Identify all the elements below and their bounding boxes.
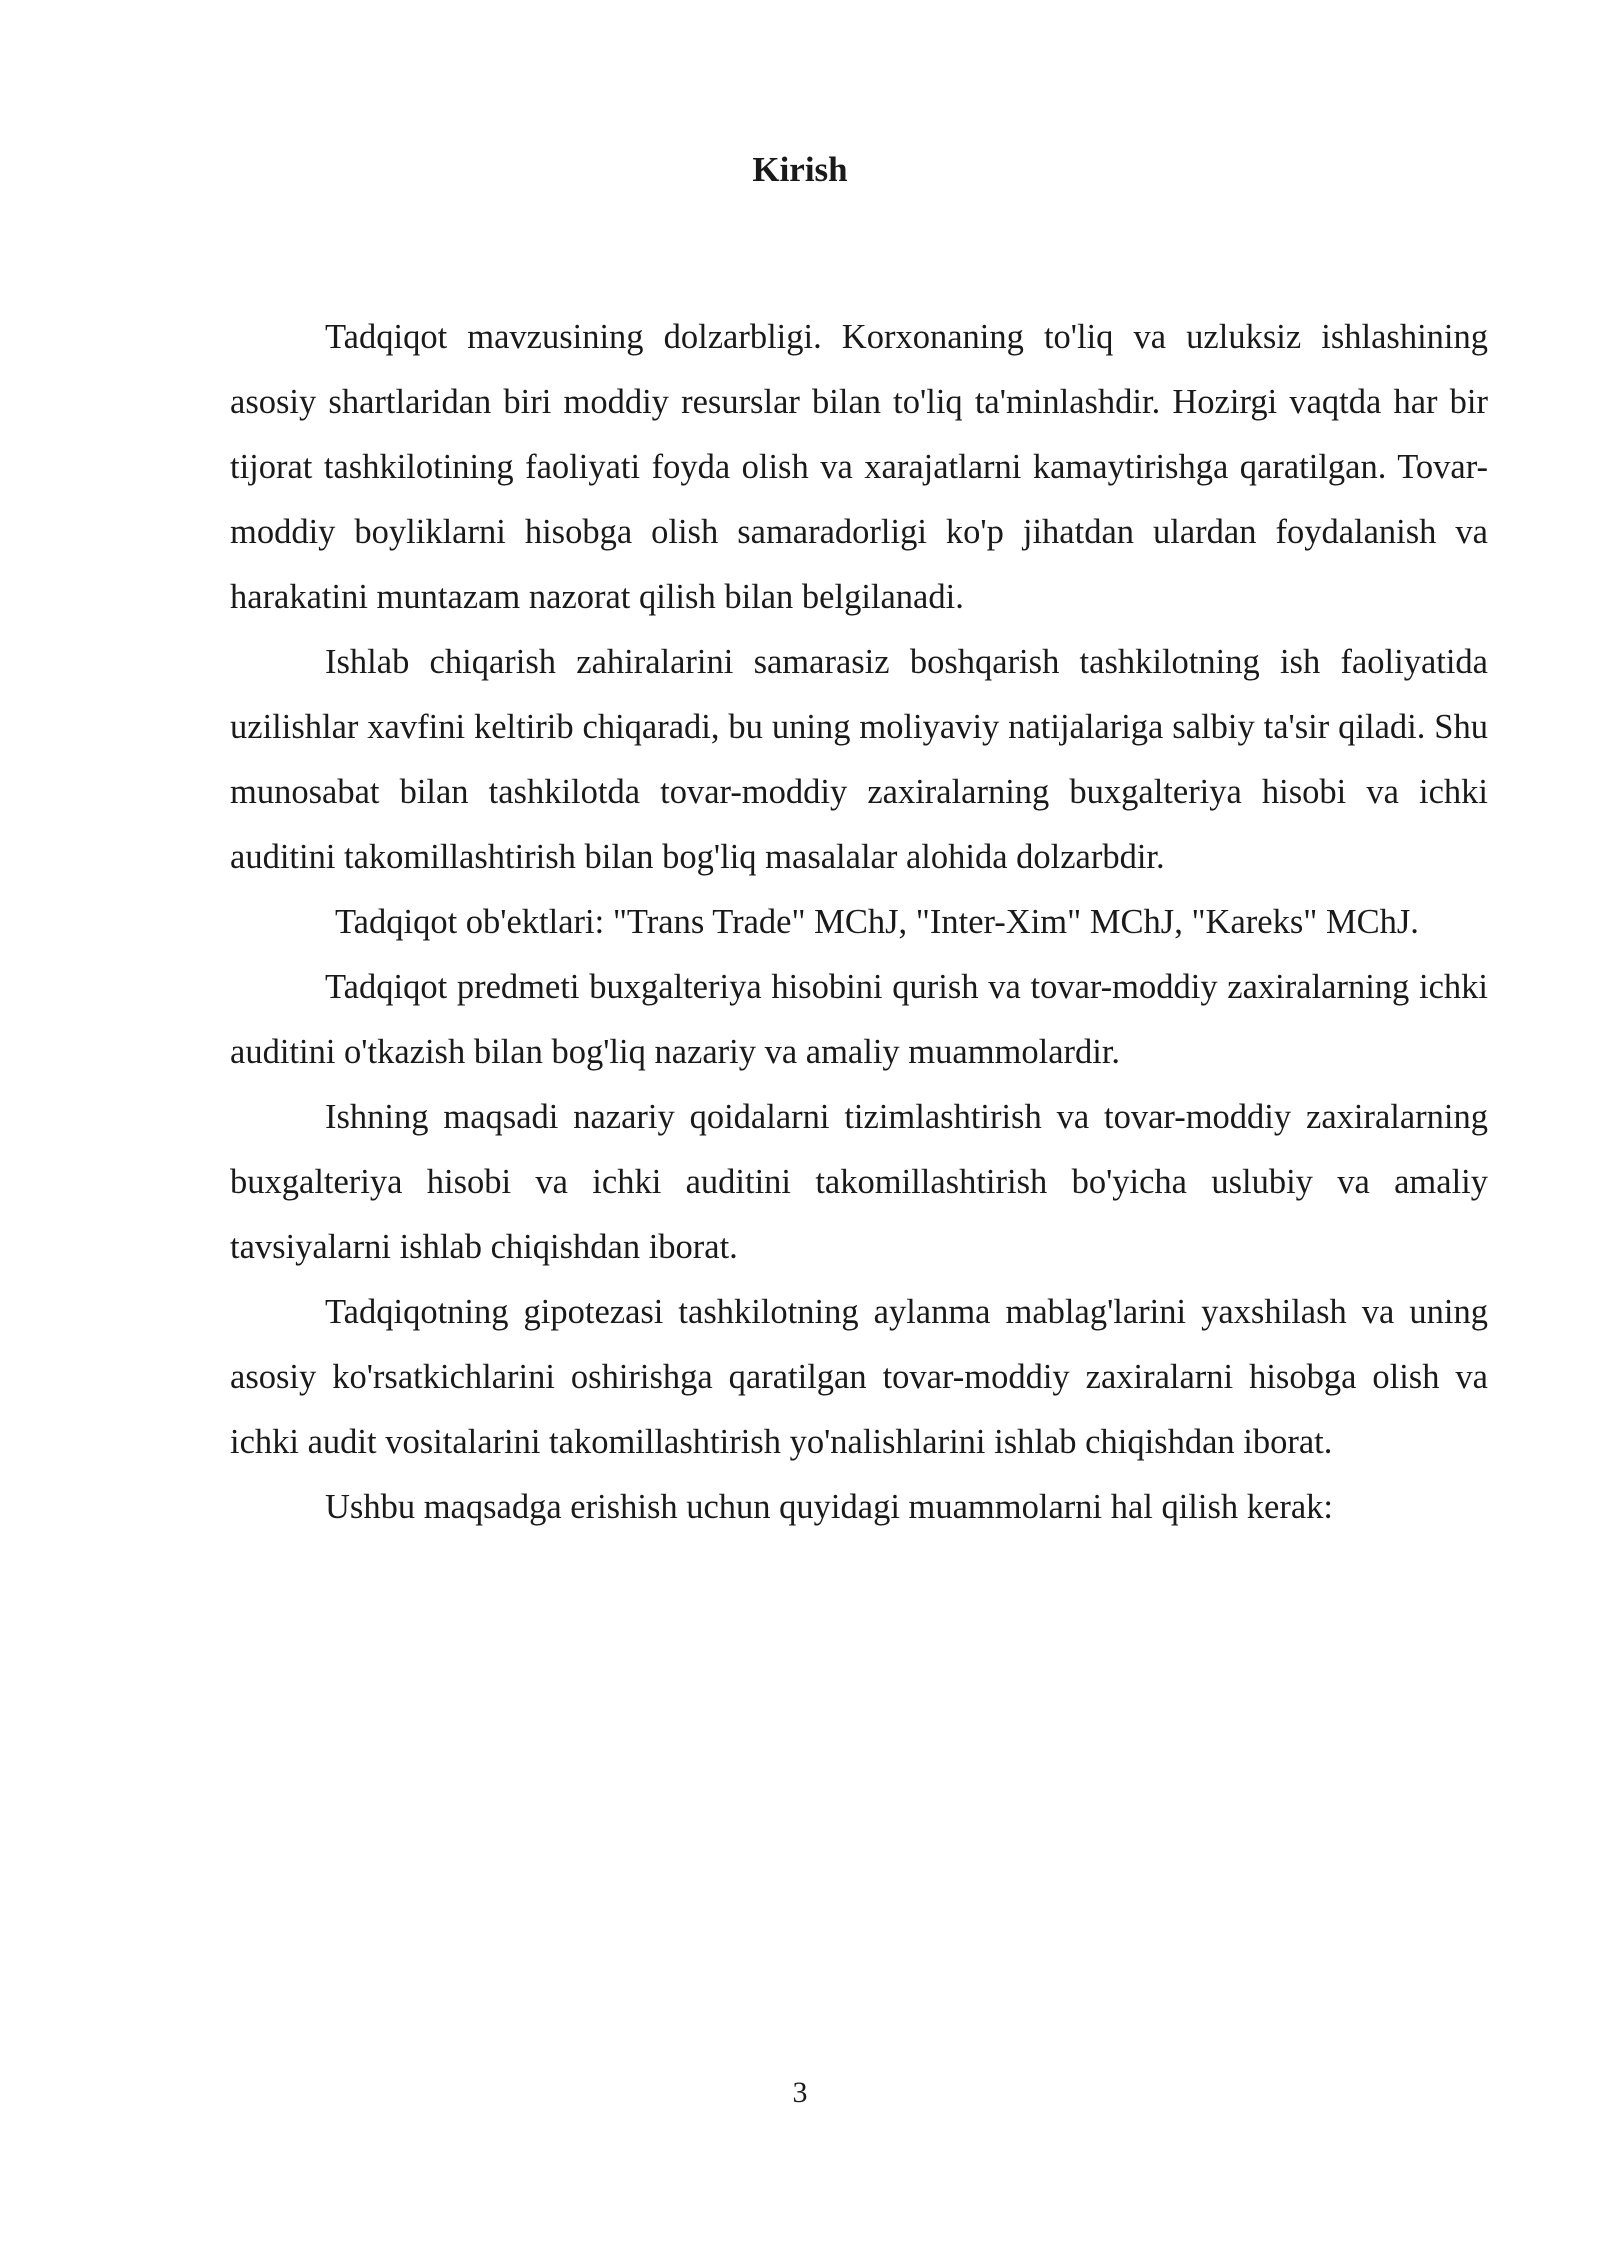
paragraph-tasks-intro: Ushbu maqsadga erishish uchun quyidagi muammolarni hal qilish kerak:	[325, 1488, 1333, 1526]
paragraph-hypothesis: Tadqiqotning gipotezasi tashkilotning aylanma mablag'larini yaxshilash va uning asosiy ko'rsatkichlarini oshirishga qaratilgan tovar-moddiy zaxiralarni hisobga olish va ichki audit vositalarini takomillashtirish yo'nalishlarini ishlab chiqishdan iborat.	[230, 1293, 1488, 1461]
paragraph-relevance: Tadqiqot mavzusining dolzarbligi. Korxonaning to'liq va uzluksiz ishlashining asosiy shartlaridan biri moddiy resurslar bilan to'liq ta'minlashdir. Hozirgi vaqtda har bir tijorat tashkilotining faoliyati foyda olish va xarajatlarni kamaytirishga qaratilgan. Tovar-moddiy boyliklarni hisobga olish samaradorligi ko'p jihatdan ulardan foydalanish va harakatini muntazam nazorat qilish bilan belgilanadi.	[230, 318, 1488, 616]
paragraph-research-objects: Tadqiqot ob'ektlari: "Trans Trade" MChJ, "Inter-Xim" MChJ, "Kareks" MChJ.	[335, 903, 1419, 941]
page-number: 3	[792, 2076, 808, 2109]
body-text	[230, 305, 1488, 1540]
paragraph-research-subject: Tadqiqot predmeti buxgalteriya hisobini qurish va tovar-moddiy zaxiralarning ichki auditini o'tkazish bilan bog'liq nazariy va amaliy muammolardir.	[230, 968, 1488, 1071]
paragraph-inventory-management: Ishlab chiqarish zahiralarini samarasiz boshqarish tashkilotning ish faoliyatida uzilishlar xavfini keltirib chiqaradi, bu uning moliyaviy natijalariga salbiy ta'sir qiladi. Shu munosabat bilan tashkilotda tovar-moddiy zaxiralarning buxgalteriya hisobi va ichki auditini takomillashtirish bilan bog'liq masalalar alohida dolzarbdir.	[230, 643, 1488, 876]
paragraph-research-goal: Ishning maqsadi nazariy qoidalarni tizimlashtirish va tovar-moddiy zaxiralarning buxgalteriya hisobi va ichki auditini takomillashtirish bo'yicha uslubiy va amaliy tavsiyalarni ishlab chiqishdan iborat.	[230, 1098, 1488, 1266]
section-title: Kirish	[752, 150, 848, 189]
